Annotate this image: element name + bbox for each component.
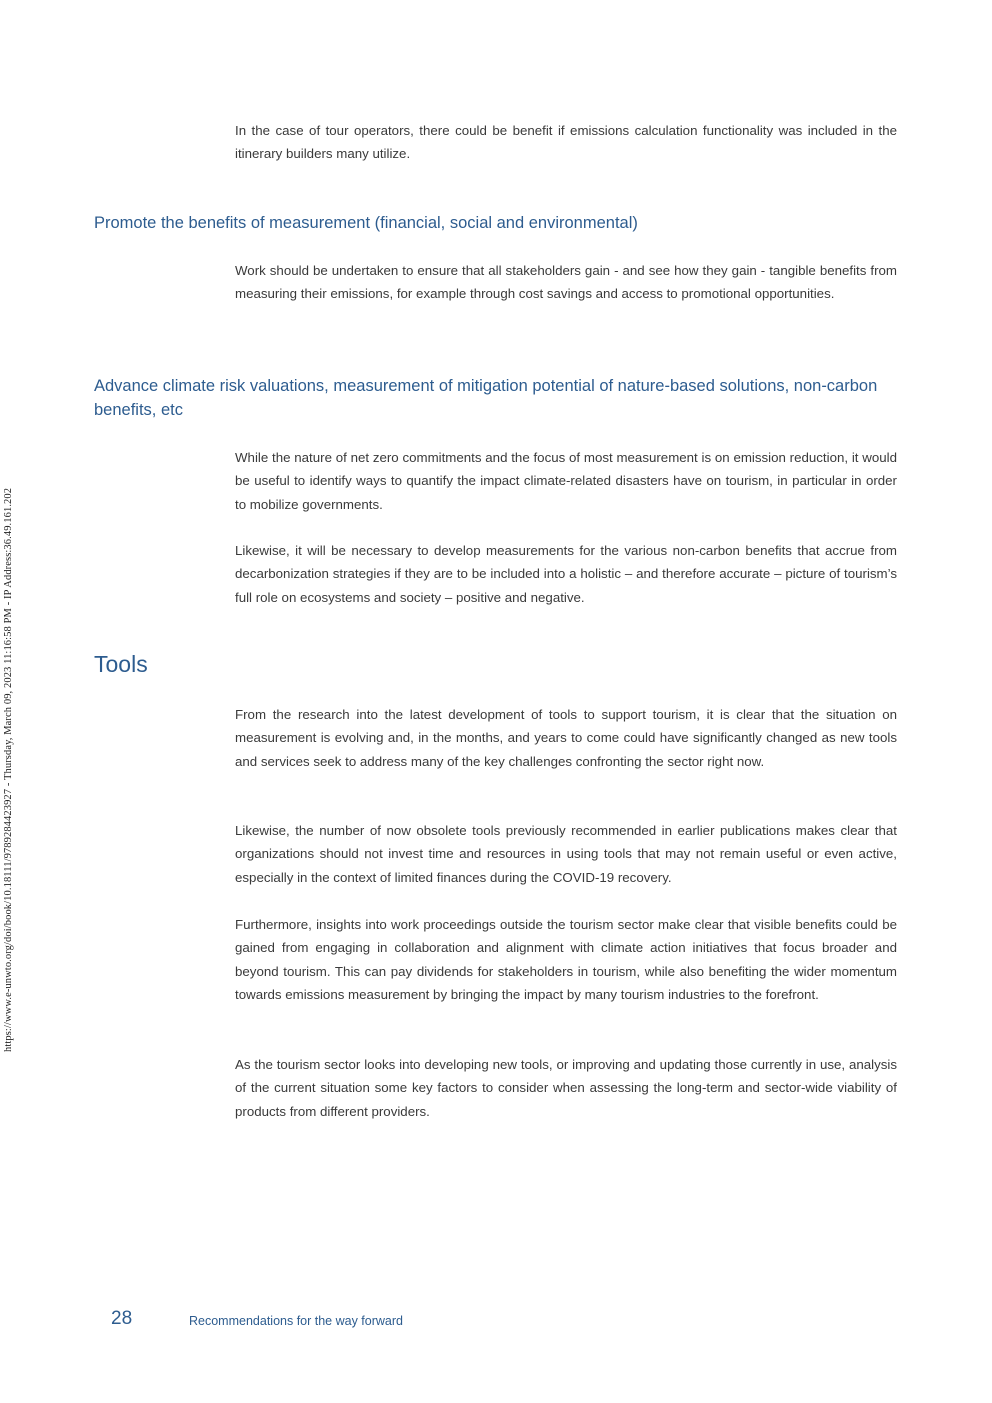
paragraph-promote-benefits: Work should be undertaken to ensure that all stakeholders gain - and see how they gain - tangible benefits from measuring their emissions, for example through cost savings and access to promotional opportunities. [235, 263, 897, 302]
paragraph-climate-risk-1: While the nature of net zero commitments and the focus of most measurement is on emission reduction, it would be useful to identify ways to quantify the impact climate-related disasters have on tourism, in particular in order to mobilize governments. [235, 450, 897, 512]
intro-paragraph: In the case of tour operators, there could be benefit if emissions calculation functionality was included in the itinerary builders many utilize. [235, 123, 897, 162]
paragraph-tools-4: As the tourism sector looks into developing new tools, or improving and updating those currently in use, analysis of the current situation some key factors to consider when assessing the long-term and sector-wide viability of products from different providers. [235, 1057, 897, 1119]
paragraph-tools-2: Likewise, the number of now obsolete tools previously recommended in earlier publications makes clear that organizations should not invest time and resources in using tools that may not remain useful or even active, especially in the context of limited finances during the COVID-19 recovery. [235, 823, 897, 885]
heading-promote-benefits: Promote the benefits of measurement (financial, social and environmental) [94, 214, 638, 232]
heading-climate-risk: Advance climate risk valuations, measurement of mitigation potential of nature-based solutions, non-carbon benefits, etc [94, 377, 878, 419]
download-stamp: https://www.e-unwto.org/doi/book/10.18111/9789284423927 - Thursday, March 09, 2023 11:16:58 PM - IP Address:36.49.161.202 [3, 487, 14, 1052]
paragraph-tools-3: Furthermore, insights into work proceedings outside the tourism sector make clear that visible benefits could be gained from engaging in collaboration and alignment with climate action initiatives that focus broader and beyond tourism. This can pay dividends for stakeholders in tourism, while also benefiting the wider momentum towards emissions measurement by bringing the impact by many tourism industries to the forefront. [235, 917, 897, 1003]
page-number: 28 [111, 1308, 133, 1329]
paragraph-climate-risk-2: Likewise, it will be necessary to develop measurements for the various non-carbon benefits that accrue from decarbonization strategies if they are to be included into a holistic – and therefore accurate – picture of tourism’s full role on ecosystems and society – positive and negative. [235, 543, 897, 605]
paragraph-tools-1: From the research into the latest development of tools to support tourism, it is clear that the situation on measurement is evolving and, in the months, and years to come could have significantly changed as new tools and services seek to address many of the key challenges confronting the sector right now. [235, 707, 897, 769]
section-title-tools: Tools [94, 651, 148, 677]
running-footer-title: Recommendations for the way forward [189, 1314, 403, 1328]
